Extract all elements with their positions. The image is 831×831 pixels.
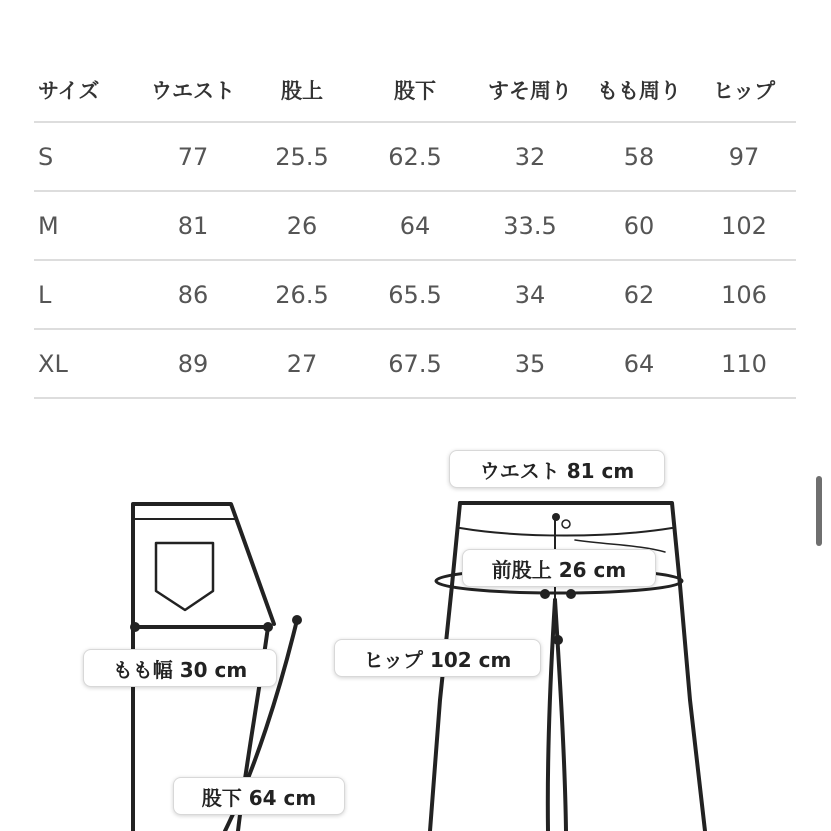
cell-waist: 89: [138, 329, 248, 398]
header-hip: ヒップ: [692, 58, 796, 122]
rise-dot-left: [540, 589, 550, 599]
button-icon: [562, 520, 570, 528]
cell-thigh: 62: [586, 260, 692, 329]
cell-inseam: 65.5: [356, 260, 474, 329]
header-thigh: もも周り: [586, 58, 692, 122]
cell-hip: 110: [692, 329, 796, 398]
header-size: サイズ: [34, 58, 138, 122]
thigh-width-measure-label: もも幅 30 cm: [83, 649, 277, 687]
rise-dot-right: [566, 589, 576, 599]
thigh-dot-right: [263, 622, 273, 632]
header-rise: 股上: [248, 58, 356, 122]
cell-hip: 102: [692, 191, 796, 260]
thigh-dot-left: [130, 622, 140, 632]
inseam-measure-label: 股下 64 cm: [173, 777, 345, 815]
fly-seam-line: [555, 600, 566, 831]
cell-rise: 25.5: [248, 122, 356, 191]
cell-rise: 26.5: [248, 260, 356, 329]
waist-button-dot: [552, 513, 560, 521]
cell-thigh: 60: [586, 191, 692, 260]
cell-size: S: [34, 122, 138, 191]
cell-hem: 34: [474, 260, 586, 329]
cell-waist: 86: [138, 260, 248, 329]
cell-size: L: [34, 260, 138, 329]
header-hem: すそ周り: [474, 58, 586, 122]
back-pocket-icon: [156, 543, 213, 610]
cell-rise: 26: [248, 191, 356, 260]
inseam-dot-top: [292, 615, 302, 625]
cell-inseam: 64: [356, 191, 474, 260]
cell-hem: 35: [474, 329, 586, 398]
header-waist: ウエスト: [138, 58, 248, 122]
header-inseam: 股下: [356, 58, 474, 122]
cell-hem: 32: [474, 122, 586, 191]
hip-measure-label: ヒップ 102 cm: [334, 639, 541, 677]
cell-thigh: 64: [586, 329, 692, 398]
waist-measure-label: ウエスト 81 cm: [449, 450, 665, 488]
cell-size: XL: [34, 329, 138, 398]
cell-hip: 97: [692, 122, 796, 191]
cell-inseam: 67.5: [356, 329, 474, 398]
cell-hem: 33.5: [474, 191, 586, 260]
cell-waist: 81: [138, 191, 248, 260]
cell-rise: 27: [248, 329, 356, 398]
cell-waist: 77: [138, 122, 248, 191]
cell-inseam: 62.5: [356, 122, 474, 191]
vertical-scrollbar[interactable]: [816, 476, 822, 546]
front-rise-measure-label: 前股上 26 cm: [462, 549, 656, 587]
cell-size: M: [34, 191, 138, 260]
cell-thigh: 58: [586, 122, 692, 191]
hip-dot: [553, 635, 563, 645]
cell-hip: 106: [692, 260, 796, 329]
